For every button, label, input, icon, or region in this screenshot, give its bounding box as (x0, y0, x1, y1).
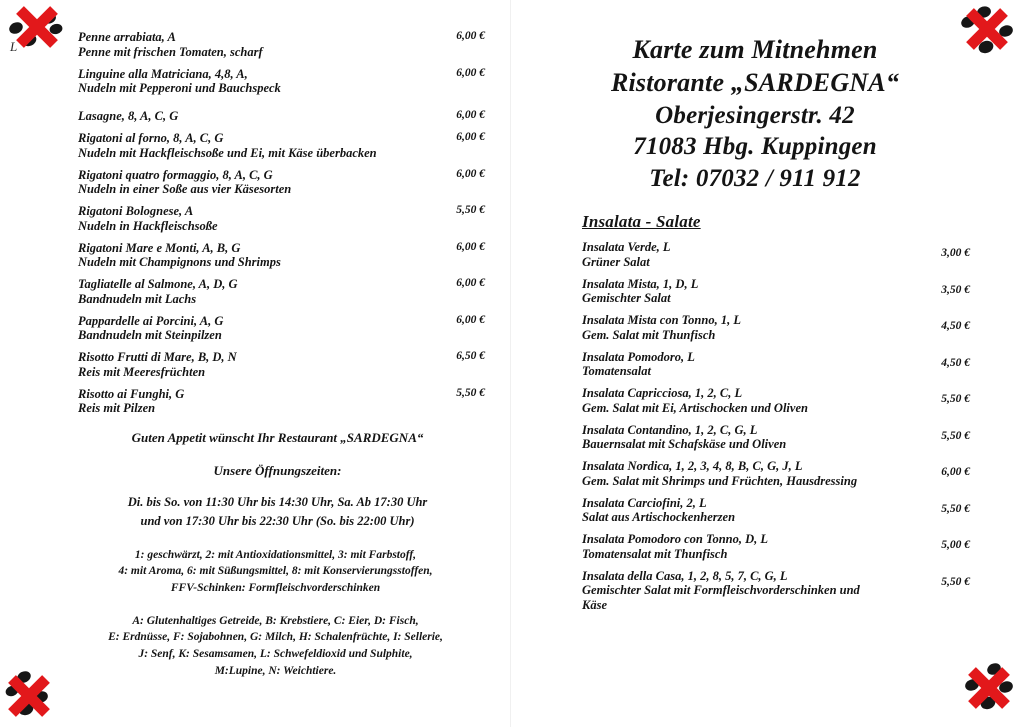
menu-item (60, 241, 485, 271)
item-price: 4,50 € (941, 356, 970, 369)
allergens-line-4: M:Lupine, N: Weichtiere. (214, 664, 337, 677)
item-description: Gem. Salat mit Ei, Artischocken und Oliven (582, 400, 808, 415)
item-description: Nudeln mit Hackfleischsoße und Ei, mit Käse überbacken (78, 145, 377, 160)
item-name: Risotto Frutti di Mare, B, D, N (78, 350, 237, 364)
allergens-legend (60, 613, 485, 680)
menu-item (540, 496, 970, 526)
additives-line-3: FFV-Schinken: Formfleischvorderschinken (170, 582, 381, 595)
item-name: Insalata Verde, L (582, 240, 671, 254)
additives-line-2: 4: mit Aroma, 6: mit Süßungsmittel, 8: mit Konservierungsstoffen, (118, 565, 433, 578)
menu-item (60, 30, 485, 60)
item-price: 6,00 € (456, 30, 485, 42)
masthead-line-takeaway: Karte zum Mitnehmen (632, 35, 878, 64)
right-panel (540, 34, 970, 620)
item-description: Bauernsalat mit Schafskäse und Oliven (582, 437, 787, 452)
item-description: Gem. Salat mit Thunfisch (582, 327, 716, 342)
item-price: 5,50 € (456, 204, 485, 216)
additives-legend (60, 547, 485, 597)
salad-section-heading: Insalata - Salate (582, 212, 701, 231)
item-name: Rigatoni Mare e Monti, A, B, G (78, 240, 241, 255)
item-price: 5,50 € (456, 386, 485, 399)
item-description: Grüner Salat (582, 254, 650, 269)
menu-item (540, 386, 970, 416)
item-price: 6,00 € (456, 313, 485, 326)
item-price: 6,00 € (456, 66, 485, 79)
item-description: Penne mit frischen Tomaten, scharf (78, 44, 263, 59)
item-name: Insalata Capricciosa, 1, 2, C, L (582, 386, 743, 400)
menu-item (540, 313, 970, 343)
item-price: 6,00 € (456, 167, 485, 180)
menu-item (60, 387, 485, 417)
svg-text:L: L (10, 39, 18, 54)
item-description: Gem. Salat mit Shrimps und Früchten, Hausdressing (582, 473, 858, 488)
item-name: Lasagne, 8, A, C, G (78, 109, 179, 123)
item-description: Gemischter Salat (582, 291, 671, 306)
opening-hours-line-1: Di. bis So. von 11:30 Uhr bis 14:30 Uhr, Sa. Ab 17:30 Uhr (127, 495, 428, 509)
item-name: Rigatoni quatro formaggio, 8, A, C, G (78, 167, 273, 182)
menu-item (540, 350, 970, 380)
item-name: Tagliatelle al Salmone, A, D, G (78, 277, 238, 291)
left-panel (60, 30, 485, 679)
item-name: Insalata della Casa, 1, 2, 8, 5, 7, C, G, L (582, 568, 788, 583)
item-name: Rigatoni Bolognese, A (78, 204, 194, 218)
item-price: 5,50 € (941, 393, 970, 405)
menu-item (540, 277, 970, 307)
allergens-line-3: J: Senf, K: Sesamsamen, L: Schwefeldioxid und Sulphite, (138, 648, 413, 661)
item-name: Insalata Mista con Tonno, 1, L (582, 313, 741, 327)
menu-item (60, 314, 485, 344)
item-description: Bandnudeln mit Steinpilzen (78, 328, 222, 343)
item-description: Nudeln in einer Soße aus vier Käsesorten (78, 182, 292, 197)
item-description: Salat aus Artischockenherzen (582, 510, 736, 525)
item-name: Insalata Carciofini, 2, L (582, 495, 707, 510)
menu-item (60, 277, 485, 307)
masthead-line-city: 71083 Hbg. Kuppingen (633, 133, 877, 160)
item-price: 5,50 € (941, 575, 970, 588)
menu-item (60, 131, 485, 161)
menu-item (540, 423, 970, 453)
item-description: Nudeln mit Pepperoni und Bauchspeck (78, 81, 281, 96)
item-price: 5,00 € (941, 539, 970, 551)
item-name: Risotto ai Funghi, G (78, 386, 185, 401)
masthead-line-phone: Tel: 07032 / 911 912 (649, 164, 861, 192)
item-description: Nudeln in Hackfleischsoße (78, 218, 218, 233)
menu-item (540, 240, 970, 270)
additives-line-1: 1: geschwärzt, 2: mit Antioxidationsmittel, 3: mit Farbstoff, (134, 548, 417, 561)
salad-item-list (540, 240, 970, 613)
item-price: 3,00 € (941, 247, 970, 259)
allergens-line-2: E: Erdnüsse, F: Sojabohnen, G: Milch, H: Schalenfrüchte, I: Sellerie, (108, 631, 443, 644)
masthead-line-restaurant-name: Ristorante „SARDEGNA“ (610, 67, 900, 97)
item-name: Rigatoni al forno, 8, A, C, G (78, 131, 224, 145)
item-name: Linguine alla Matriciana, 4,8, A, (78, 66, 248, 81)
masthead (540, 34, 970, 194)
item-price: 6,00 € (941, 466, 970, 478)
opening-hours (60, 493, 485, 532)
item-name: Insalata Mista, 1, D, L (582, 276, 699, 291)
item-description: Nudeln mit Champignons und Shrimps (78, 255, 281, 270)
item-price: 6,50 € (456, 350, 485, 362)
menu-item (540, 569, 970, 613)
menu-item (540, 532, 970, 562)
item-price: 3,50 € (941, 283, 970, 296)
opening-hours-title: Unsere Öffnungszeiten: (213, 463, 342, 478)
masthead-line-street: Oberjesingerstr. 42 (655, 101, 855, 129)
menu-item (60, 67, 485, 97)
item-name: Insalata Nordica, 1, 2, 3, 4, 8, B, C, G, J, L (582, 459, 803, 473)
item-price: 4,50 € (941, 320, 970, 332)
item-name: Penne arrabiata, A (78, 30, 176, 44)
item-description: Gemischter Salat mit Formfleischvorderschinken und Käse (582, 583, 860, 612)
item-name: Insalata Pomodoro con Tonno, D, L (582, 532, 769, 546)
item-name: Pappardelle ai Porcini, A, G (78, 313, 224, 328)
menu-item (60, 204, 485, 234)
menu-item (60, 168, 485, 198)
opening-hours-line-2: und von 17:30 Uhr bis 22:30 Uhr (So. bis 22:00 Uhr) (140, 514, 415, 529)
corner-stamp-bottom-right-icon (952, 659, 1018, 721)
menu-item (60, 109, 485, 124)
item-name: Insalata Contandino, 1, 2, C, G, L (582, 422, 758, 437)
menu-item (60, 350, 485, 380)
menu-item (540, 459, 970, 489)
item-price: 5,50 € (941, 502, 970, 515)
item-name: Insalata Pomodoro, L (582, 349, 695, 364)
allergens-line-1: A: Glutenhaltiges Getreide, B: Krebstiere, C: Eier, D: Fisch, (132, 614, 419, 627)
item-price: 5,50 € (941, 429, 970, 442)
bon-appetit-note: Guten Appetit wünscht Ihr Restaurant „SARDEGNA“ (131, 430, 424, 445)
item-price: 6,00 € (456, 240, 485, 253)
item-description: Tomatensalat (582, 364, 651, 379)
fold-line (510, 0, 511, 727)
item-description: Reis mit Pilzen (78, 401, 156, 416)
pasta-item-list (60, 30, 485, 416)
item-price: 6,00 € (456, 131, 485, 143)
item-price: 6,00 € (456, 277, 485, 289)
item-price: 6,00 € (456, 109, 485, 121)
item-description: Bandnudeln mit Lachs (78, 291, 197, 306)
item-description: Reis mit Meeresfrüchten (78, 364, 206, 379)
item-description: Tomatensalat mit Thunfisch (582, 546, 728, 561)
